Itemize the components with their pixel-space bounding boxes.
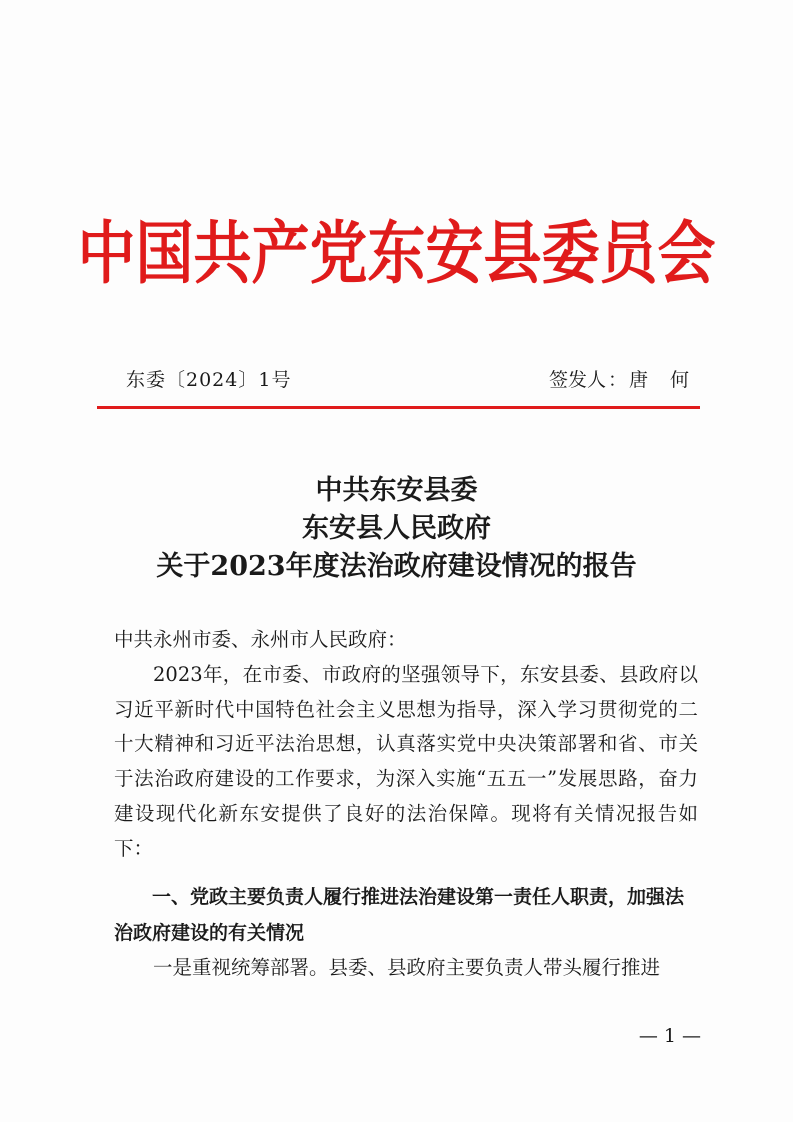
signer-label: 签发人 xyxy=(548,369,606,391)
paragraph-intro: 2023年，在市委、市政府的坚强领导下，东安县委、县政府以习近平新时代中国特色社会主义思想为指导，深入学习贯彻党的二十大精神和习近平法治思想，认真落实党中央决策部署和省、市关于法治政府建设的工作要求，为深入实施“五五一”发展思路，奋力建设现代化新东安提供了良好的法治保障。现将有关情况报告如下： xyxy=(114,662,698,860)
document-number: 东委〔2024〕1号 xyxy=(126,369,292,391)
title-line-3: 关于2023年度法治政府建设情况的报告 xyxy=(156,551,637,582)
document-body xyxy=(114,623,698,985)
red-separator-line xyxy=(97,406,700,409)
title-line-2: 东安县人民政府 xyxy=(302,513,491,544)
salutation: 中共永州市委、永州市人民政府： xyxy=(114,628,407,651)
signer-colon: ： xyxy=(607,369,627,391)
title-line-1: 中共东安县委 xyxy=(315,475,478,506)
signer-line xyxy=(549,367,689,393)
page-number: — 1 — xyxy=(638,1025,701,1047)
signer-name-2: 何 xyxy=(669,369,689,391)
paragraph-section-1-start: 一是重视统筹部署。县委、县政府主要负责人带头履行推进 xyxy=(153,955,661,979)
report-title xyxy=(0,472,793,586)
masthead-title: 中国共产党东安县委员会 xyxy=(77,213,716,294)
signer-name-1: 唐 xyxy=(628,369,648,391)
section-heading-1: 一、党政主要负责人履行推进法治建设第一责任人职责，加强法治政府建设的有关情况 xyxy=(114,885,685,944)
